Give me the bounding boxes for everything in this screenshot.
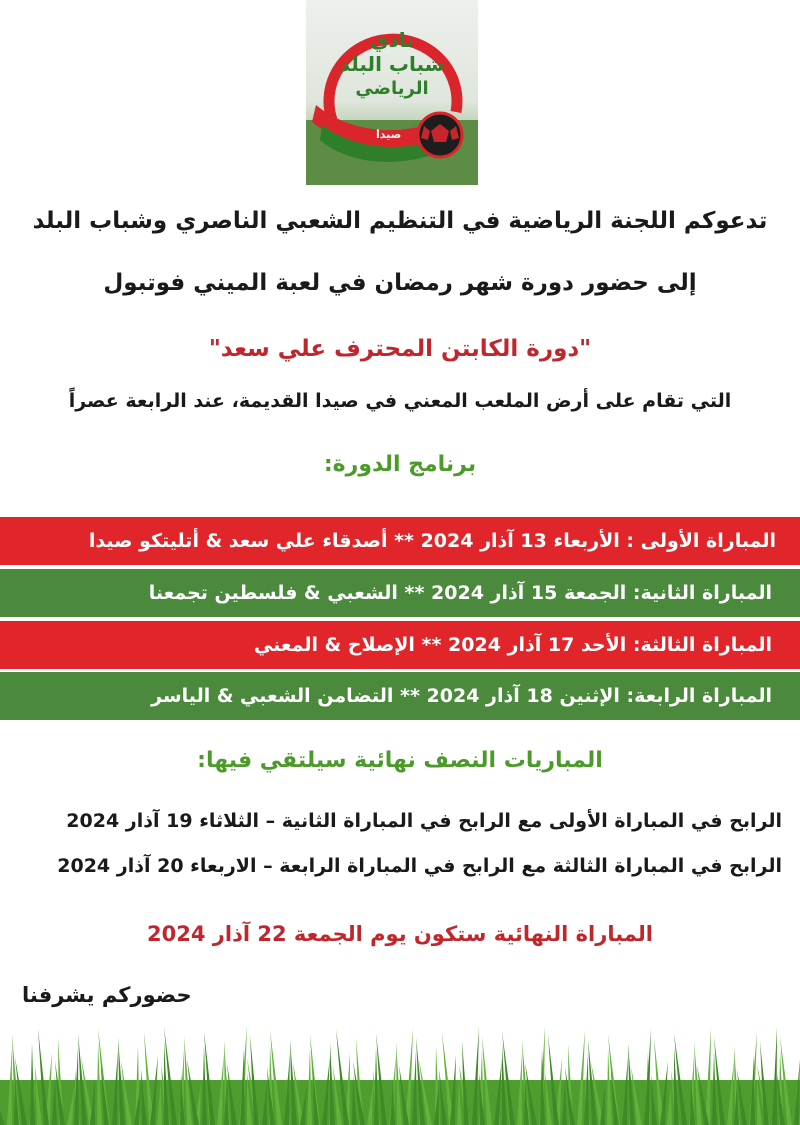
match-row-2: المباراة الثانية: الجمعة 15 آذار 2024 ** الشعبي & فلسطين تجمعنا (0, 569, 800, 617)
grass-blade (772, 1027, 777, 1125)
match-row-1: المباراة الأولى : الأربعاء 13 آذار 2024 ** أصدقاء علي سعد & أتليتكو صيدا (0, 517, 800, 565)
club-logo (306, 0, 478, 185)
closing-line: حضوركم يشرفنا (22, 983, 192, 1007)
logo-text-city: صيدا (376, 128, 402, 141)
invitation-line-2: إلى حضور دورة شهر رمضان في لعبة الميني فوتبول (103, 270, 697, 296)
tournament-name: "دورة الكابتن المحترف علي سعد" (208, 336, 592, 362)
semifinals-heading: المباريات النصف نهائية سيلتقي فيها: (197, 748, 603, 773)
logo-text-name: شباب البلد (339, 52, 445, 76)
semifinal-line-1: الرابح في المباراة الأولى مع الرابح في المباراة الثانية – الثلاثاء 19 آذار 2024 (66, 810, 782, 832)
program-heading: برنامج الدورة: (323, 452, 477, 477)
logo-text-club: نادي (370, 28, 414, 52)
match-row-3: المباراة الثالثة: الأحد 17 آذار 2024 ** الإصلاح & المعني (0, 621, 800, 669)
logo-text-sport: الرياضي (355, 78, 429, 99)
semifinal-line-2: الرابح في المباراة الثالثة مع الرابح في المباراة الرابعة – الاربعاء 20 آذار 2024 (57, 855, 782, 877)
final-match-line: المباراة النهائية ستكون يوم الجمعة 22 آذار 2024 (147, 922, 653, 946)
match-row-4: المباراة الرابعة: الإثنين 18 آذار 2024 ** التضامن الشعبي & الياسر (0, 672, 800, 720)
venue-line: التي تقام على أرض الملعب المعني في صيدا القديمة، عند الرابعة عصراً (68, 390, 732, 412)
invitation-line-1: تدعوكم اللجنة الرياضية في التنظيم الشعبي الناصري وشباب البلد (32, 208, 768, 234)
grass-decoration (0, 1010, 800, 1125)
